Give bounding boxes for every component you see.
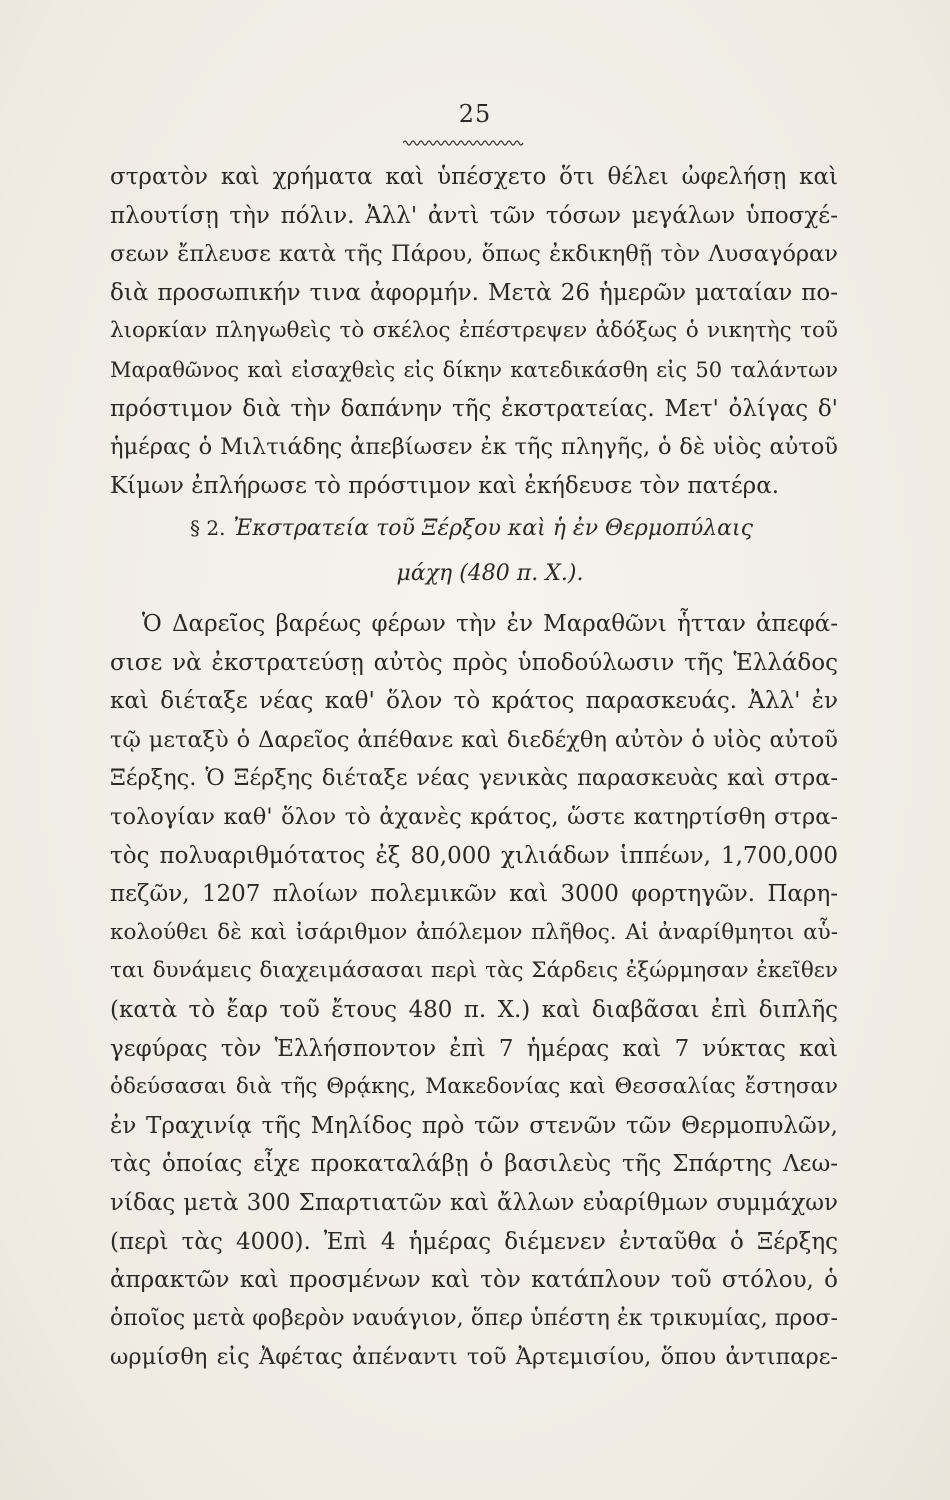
text-line: τῷ μεταξὺ ὁ Δαρεῖος ἀπέθανε καὶ διεδέχθη αὐτὸν ὁ υἱὸς αὐτοῦ xyxy=(110,726,838,753)
text-line: διὰ προσωπικήν τινα ἀφορμήν. Μετὰ 26 ἡμερῶν ματαίαν πο- xyxy=(110,279,838,306)
text-line: τὰς ὁποίας εἶχε προκαταλάβῃ ὁ βασιλεὺς τῆς Σπάρτης Λεω- xyxy=(110,1151,838,1178)
text-line: ἐν Τραχινίᾳ τῆς Μηλίδος πρὸ τῶν στενῶν τῶν Θερμοπυλῶν, xyxy=(110,1112,838,1139)
section-heading xyxy=(0,516,950,541)
text-line: πλουτίσῃ τὴν πόλιν. Ἀλλ' ἀντὶ τῶν τόσων μεγάλων ὑποσχέ- xyxy=(110,202,838,229)
section-title-line-2: μάχη (480 π. Χ.). xyxy=(396,561,584,586)
text-line: πρόστιμον διὰ τὴν δαπάνην τῆς ἐκστρατείας. Μετ' ὀλίγας δ' xyxy=(110,395,838,422)
text-line: Μαραθῶνος καὶ εἰσαχθεὶς εἰς δίκην κατεδικάσθη εἰς 50 ταλάντων xyxy=(110,357,838,382)
text-line: λιορκίαν πληγωθεὶς τὸ σκέλος ἐπέστρεψεν ἀδόξως ὁ νικητὴς τοῦ xyxy=(110,318,838,344)
text-line: ἡμέρας ὁ Μιλτιάδης ἀπεβίωσεν ἐκ τῆς πληγῆς, ὁ δὲ υἱὸς αὐτοῦ xyxy=(110,434,838,461)
text-line: τὸς πολυαριθμότατος ἐξ 80,000 χιλιάδων ἱππέων, 1,700,000 xyxy=(110,842,838,869)
text-line: στρατὸν καὶ χρήματα καὶ ὑπέσχετο ὅτι θέλει ὠφελήσῃ καὶ xyxy=(110,164,838,190)
section-number: § 2. xyxy=(190,516,226,540)
text-line: ἀπρακτῶν καὶ προσμένων καὶ τὸν κατάπλουν τοῦ στόλου, ὁ xyxy=(110,1267,838,1294)
text-line: πεζῶν, 1207 πλοίων πολεμικῶν καὶ 3000 φορτηγῶν. Παρη- xyxy=(110,881,838,908)
section-heading-continued xyxy=(0,561,950,586)
text-line: (περὶ τὰς 4000). Ἐπὶ 4 ἡμέρας διέμενεν ἐνταῦθα ὁ Ξέρξης xyxy=(110,1228,838,1255)
text-line: σεων ἔπλευσε κατὰ τῆς Πάρου, ὅπως ἐκδικηθῇ τὸν Λυσαγόραν xyxy=(110,241,838,268)
text-line: (κατὰ τὸ ἔαρ τοῦ ἔτους 480 π. Χ.) καὶ διαβᾶσαι ἐπὶ διπλῆς xyxy=(110,996,838,1023)
paragraph-militiades xyxy=(110,158,838,505)
text-line: Ὁ Δαρεῖος βαρέως φέρων τὴν ἐν Μαραθῶνι ἧτταν ἀπεφά- xyxy=(142,611,838,637)
text-line: γεφύρας τὸν Ἑλλήσποντον ἐπὶ 7 ἡμέρας καὶ 7 νύκτας καὶ xyxy=(110,1035,838,1062)
text-line: κολούθει δὲ καὶ ἰσάριθμον ἀπόλεμον πλῆθος. Αἱ ἀναρίθμητοι αὗ- xyxy=(110,919,838,945)
section-title-line-1: Ἐκστρατεία τοῦ Ξέρξου καὶ ἡ ἐν Θερμοπύλαις xyxy=(233,516,753,541)
page-number: 25 xyxy=(458,100,492,128)
text-line: σισε νὰ ἐκστρατεύσῃ αὐτὸς πρὸς ὑποδούλωσιν τῆς Ἑλλάδος xyxy=(110,649,838,676)
text-line: ται δυνάμεις διαχειμάσασαι περὶ τὰς Σάρδεις ἐξώρμησαν ἐκεῖθεν xyxy=(110,958,838,984)
text-line: ὁδεύσασαι διὰ τῆς Θρᾴκης, Μακεδονίας καὶ Θεσσαλίας ἔστησαν xyxy=(110,1074,838,1100)
wavy-rule-ornament xyxy=(403,138,525,148)
text-line: Κίμων ἐπλήρωσε τὸ πρόστιμον καὶ ἐκήδευσε τὸν πατέρα. xyxy=(110,472,780,499)
text-line: τολογίαν καθ' ὅλον τὸ ἀχανὲς κράτος, ὥστε κατηρτίσθη στρα- xyxy=(110,803,838,830)
paragraph-xerxes-expedition xyxy=(110,605,838,1377)
text-line: ωρμίσθη εἰς Ἀφέτας ἀπέναντι τοῦ Ἀρτεμισίου, ὅπου ἀντιπαρε- xyxy=(110,1344,838,1371)
text-line: ὁποῖος μετὰ φοβερὸν ναυάγιον, ὅπερ ὑπέστη ἐκ τρικυμίας, προσ- xyxy=(110,1305,838,1331)
text-line: καὶ διέταξε νέας καθ' ὅλον τὸ κράτος παρασκευάς. Ἀλλ' ἐν xyxy=(110,688,838,715)
text-line: Ξέρξης. Ὁ Ξέρξης διέταξε νέας γενικὰς παρασκευὰς καὶ στρα- xyxy=(110,765,838,792)
text-line: νίδας μετὰ 300 Σπαρτιατῶν καὶ ἄλλων εὐαρίθμων συμμάχων xyxy=(110,1189,838,1216)
